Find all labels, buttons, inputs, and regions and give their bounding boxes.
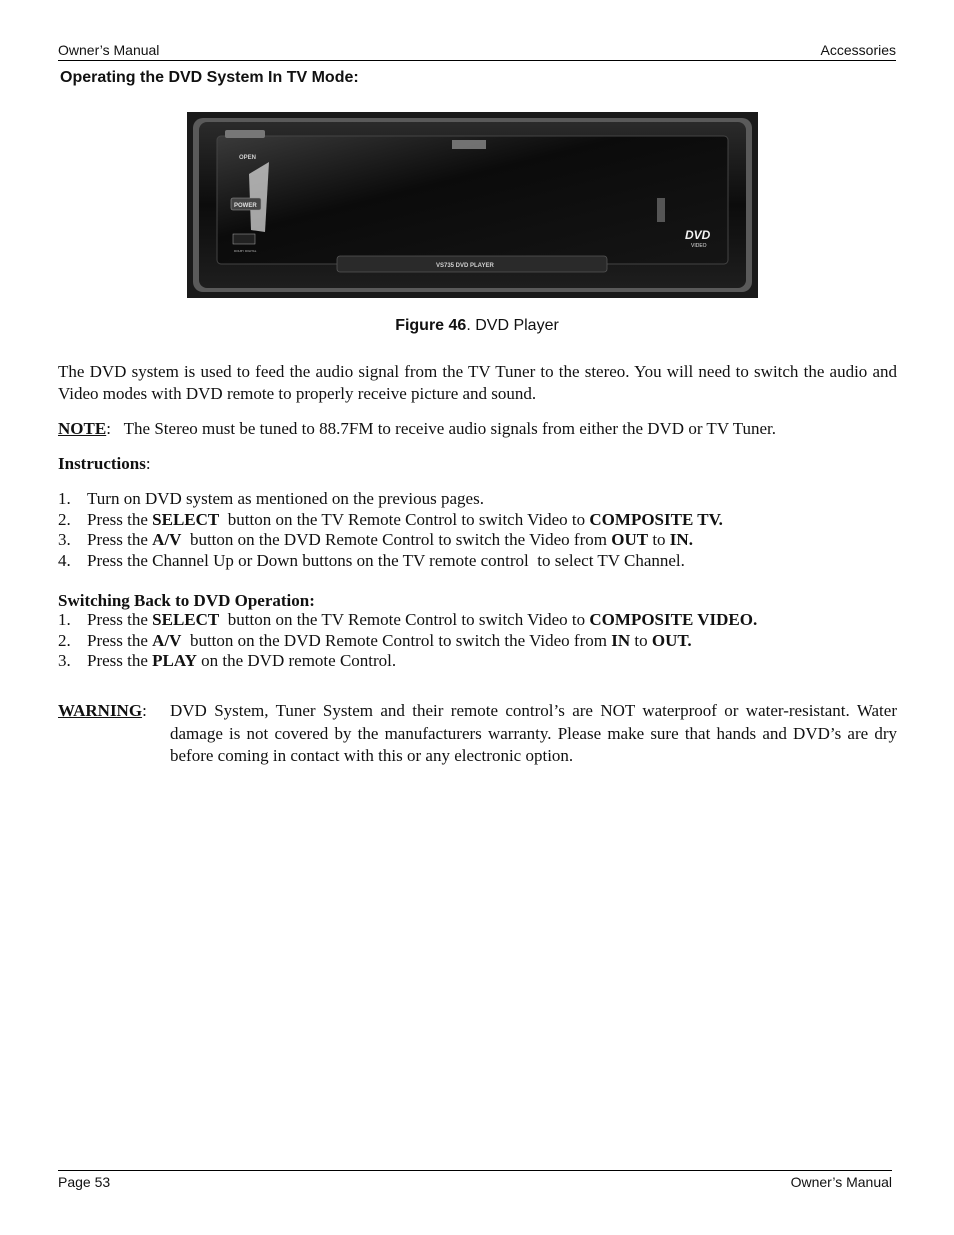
header-right: Accessories: [820, 42, 896, 58]
page-number: Page 53: [58, 1174, 111, 1190]
dvd-logo-text: DVD: [685, 228, 711, 242]
warning-text: DVD System, Tuner System and their remote control’s are NOT waterproof or water-resistant. Water damage is not covered by the manufacturers warranty. Please make sure that hands and DVD’s are dry before coming in contact with this or any electronic option.: [170, 701, 897, 765]
header-left: Owner’s Manual: [58, 42, 160, 58]
instructions-list: [58, 489, 897, 571]
note-paragraph: NOTE: The Stereo must be tuned to 88.7FM to receive audio signals from either the DVD or TV Tuner.: [58, 419, 777, 438]
dolby-label: DOLBY DIGITAL: [234, 249, 257, 253]
note-label: NOTE: [58, 419, 107, 438]
model-label: VS735 DVD PLAYER: [436, 263, 494, 269]
figure-caption-text: . DVD Player: [466, 317, 559, 334]
list-item: 4. Press the Channel Up or Down buttons on the TV remote control to select TV Channel.: [58, 550, 685, 570]
switching-heading: Switching Back to DVD Operation:: [58, 591, 315, 610]
list-item: 1. Press the SELECT button on the TV Remote Control to switch Video to COMPOSITE VIDEO.: [58, 610, 758, 629]
warning-label: WARNING: [58, 701, 143, 720]
page-footer: [58, 1170, 892, 1191]
list-item: 2. Press the A/V button on the DVD Remote Control to switch the Video from IN to OUT.: [58, 630, 692, 650]
section-title: Operating the DVD System In TV Mode:: [60, 69, 359, 86]
list-item: 1. Turn on DVD system as mentioned on the previous pages.: [58, 489, 484, 508]
figure-caption-number: Figure 46: [395, 317, 467, 334]
warning-label-wrap: WARNING:: [58, 701, 147, 720]
list-item: 2. Press the SELECT button on the TV Remote Control to switch Video to COMPOSITE TV.: [58, 509, 723, 529]
open-label: OPEN: [239, 155, 257, 161]
instructions-heading: Instructions:: [58, 454, 151, 473]
list-item: 3. Press the PLAY on the DVD remote Control.: [58, 651, 397, 670]
power-label: POWER: [234, 203, 257, 209]
dvd-player-photo: [187, 112, 758, 298]
intro-paragraph: The DVD system is used to feed the audio signal from the TV Tuner to the stereo. You will need to switch the audio and Video modes with DVD remote to properly receive picture and sound.: [58, 362, 897, 403]
page-header: [58, 42, 896, 61]
figure-caption: [0, 317, 954, 335]
footer-right: Owner’s Manual: [790, 1174, 892, 1190]
dvd-logo-sub: VIDEO: [691, 243, 707, 249]
note-text: The Stereo must be tuned to 88.7FM to receive audio signals from either the DVD or TV Tuner.: [123, 419, 777, 438]
switching-list: [58, 610, 897, 672]
warning-block: [58, 700, 897, 768]
list-item: 3. Press the A/V button on the DVD Remote Control to switch the Video from OUT to IN.: [58, 530, 693, 549]
